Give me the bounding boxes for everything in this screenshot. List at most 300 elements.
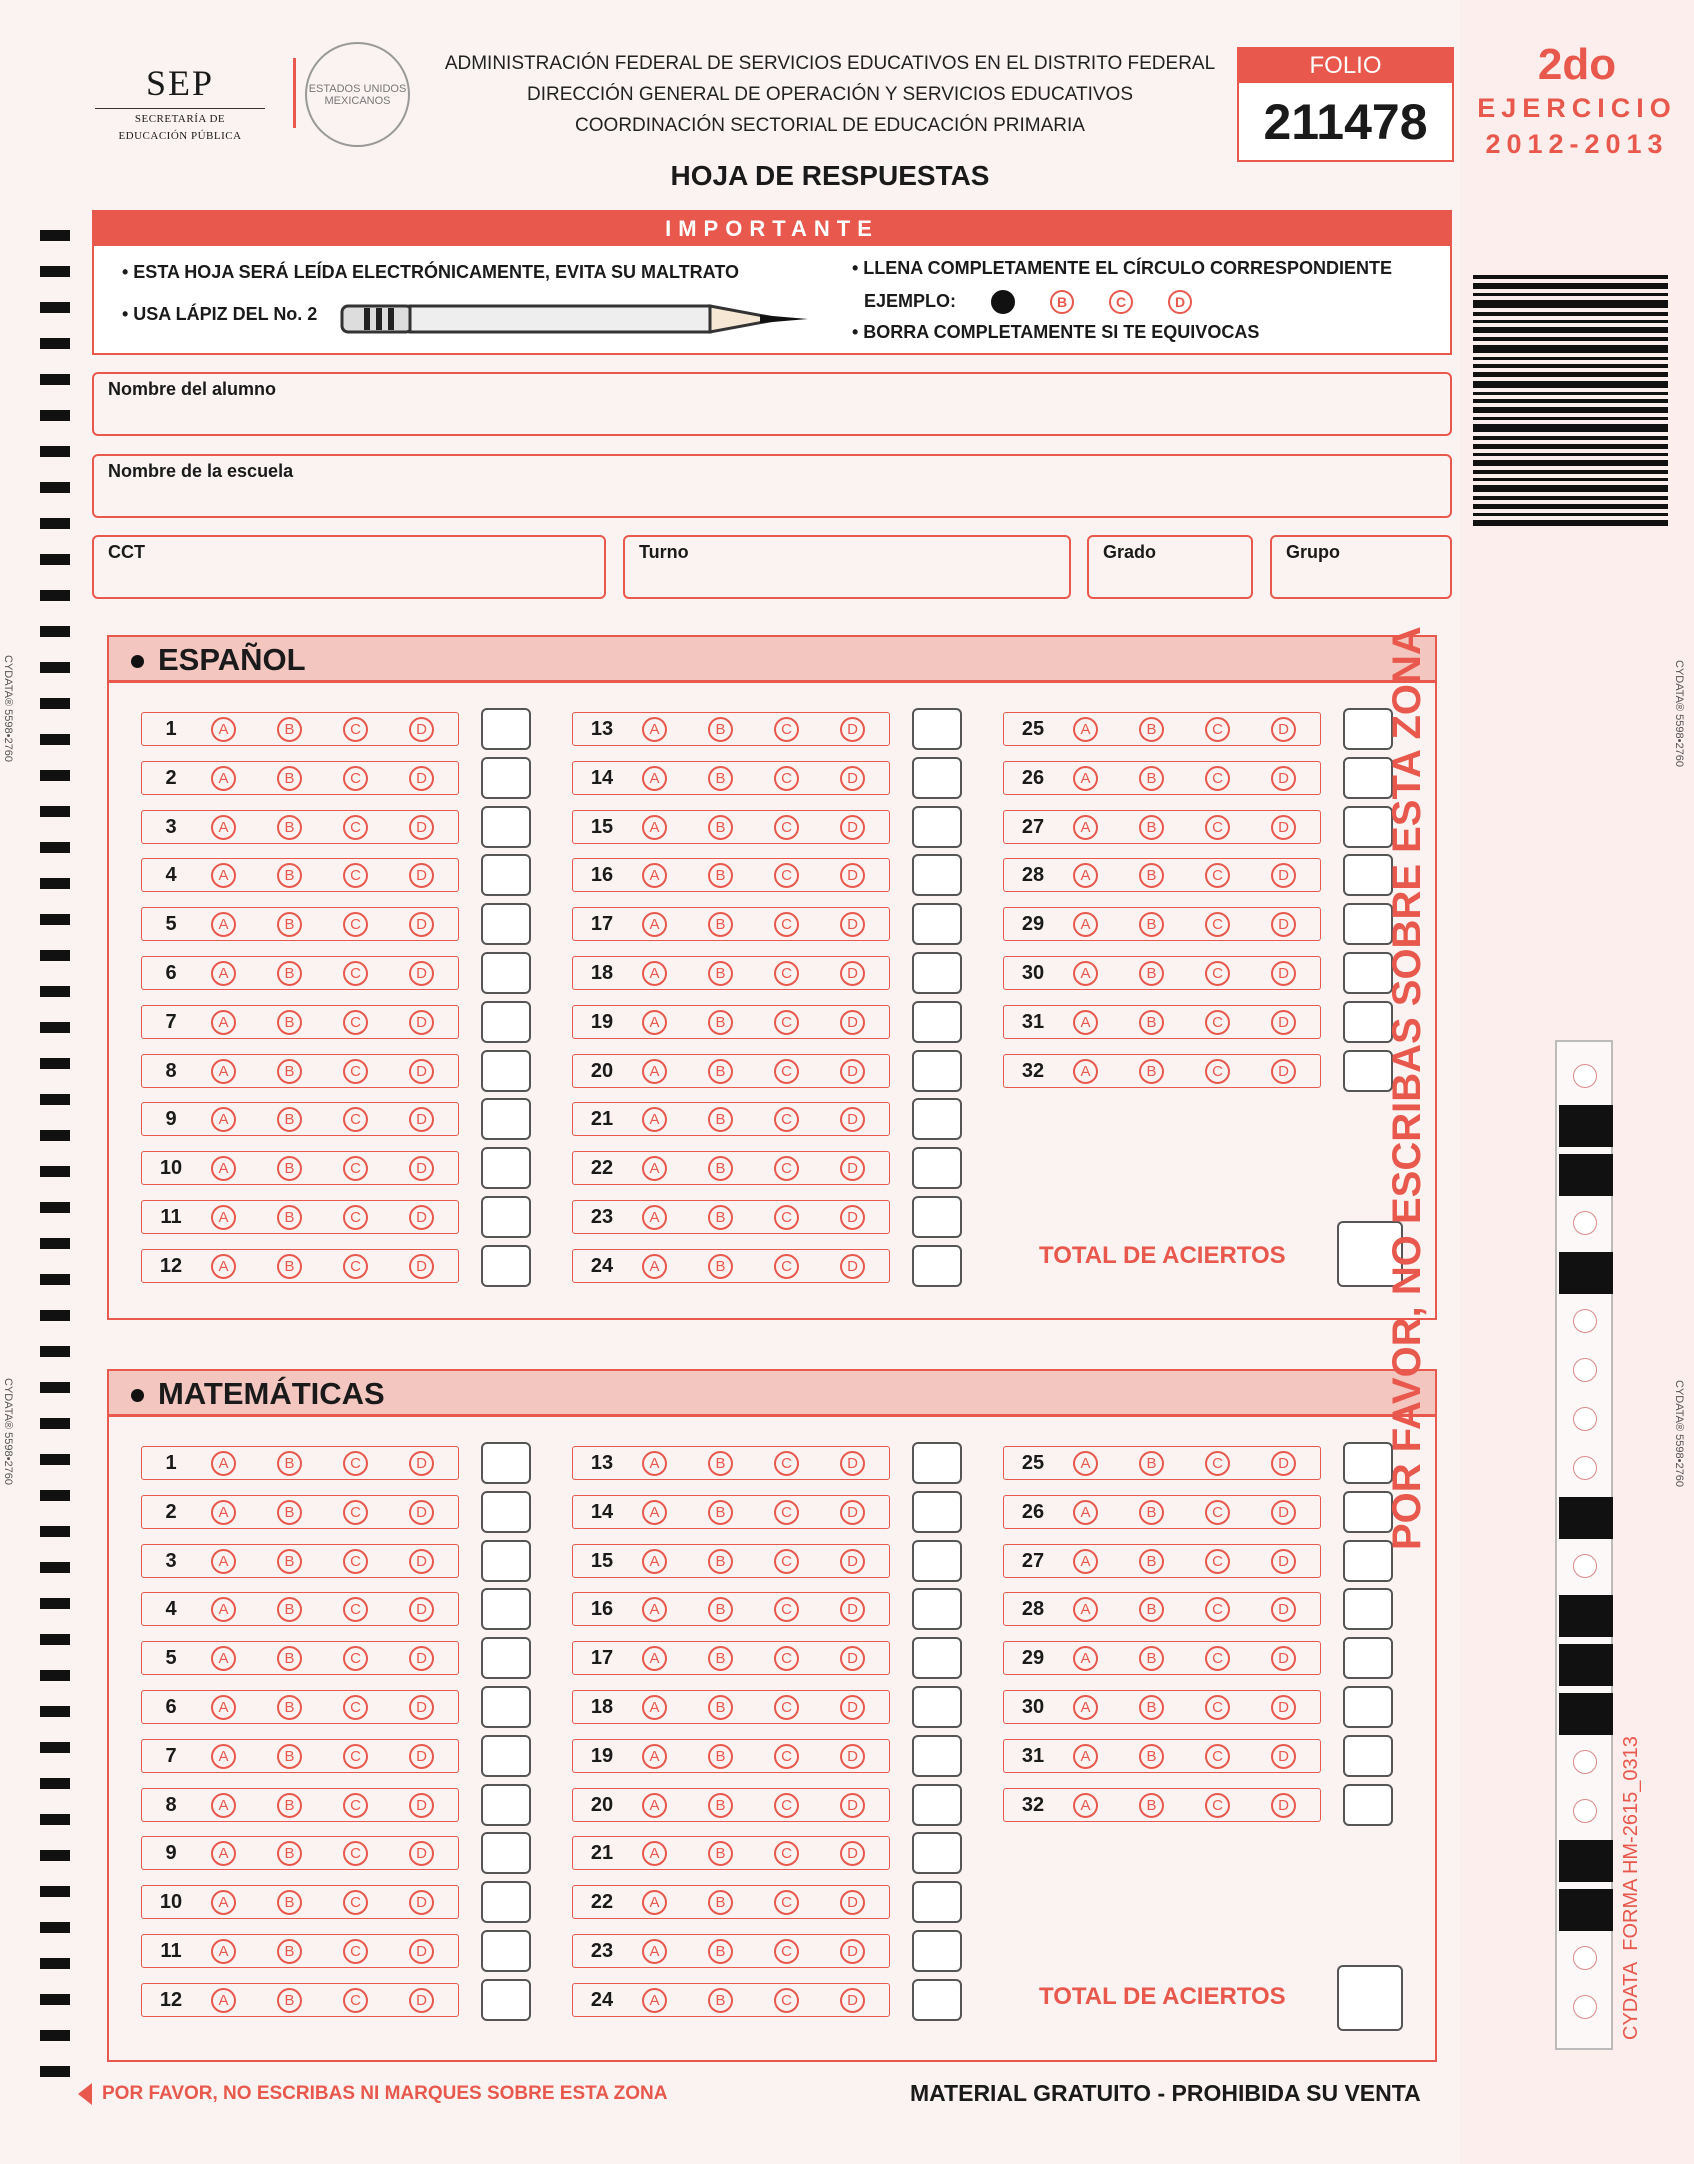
score-box[interactable] [912,952,962,994]
answer-bubble-c[interactable]: C [343,1059,368,1084]
answer-bubble-d[interactable]: D [1271,1646,1296,1671]
score-box[interactable] [481,1832,531,1874]
answer-bubble-d[interactable]: D [840,1841,865,1866]
answer-bubble-d[interactable]: D [840,1597,865,1622]
answer-bubble-b[interactable]: B [1139,717,1164,742]
answer-bubble-c[interactable]: C [1205,1793,1230,1818]
answer-bubble-c[interactable]: C [343,1500,368,1525]
answer-bubble-d[interactable]: D [840,1107,865,1132]
score-box[interactable] [481,1930,531,1972]
answer-bubble-a[interactable]: A [642,1744,667,1769]
answer-bubble-d[interactable]: D [409,1744,434,1769]
answer-bubble-d[interactable]: D [1271,1793,1296,1818]
answer-bubble-b[interactable]: B [277,1646,302,1671]
answer-bubble-b[interactable]: B [708,1597,733,1622]
answer-bubble-a[interactable]: A [642,815,667,840]
grado-field[interactable] [1087,535,1253,599]
answer-bubble-a[interactable]: A [211,1890,236,1915]
answer-bubble-c[interactable]: C [343,961,368,986]
answer-bubble-c[interactable]: C [343,1205,368,1230]
answer-bubble-c[interactable]: C [774,1010,799,1035]
answer-bubble-a[interactable]: A [211,961,236,986]
answer-bubble-b[interactable]: B [1139,815,1164,840]
answer-bubble-c[interactable]: C [774,1254,799,1279]
answer-bubble-a[interactable]: A [211,1597,236,1622]
answer-bubble-c[interactable]: C [1205,1010,1230,1035]
answer-bubble-b[interactable]: B [1139,1010,1164,1035]
answer-bubble-b[interactable]: B [1139,1451,1164,1476]
grupo-field[interactable] [1270,535,1452,599]
answer-bubble-d[interactable]: D [409,1890,434,1915]
score-box[interactable] [912,806,962,848]
answer-bubble-a[interactable]: A [642,717,667,742]
answer-bubble-c[interactable]: C [343,1890,368,1915]
answer-bubble-a[interactable]: A [1073,1646,1098,1671]
answer-bubble-d[interactable]: D [409,1010,434,1035]
answer-bubble-b[interactable]: B [708,1841,733,1866]
answer-bubble-d[interactable]: D [409,912,434,937]
answer-bubble-b[interactable]: B [277,815,302,840]
score-box[interactable] [1343,1784,1393,1826]
answer-bubble-b[interactable]: B [708,961,733,986]
score-box[interactable] [912,1098,962,1140]
answer-bubble-b[interactable]: B [277,1059,302,1084]
answer-bubble-c[interactable]: C [774,1500,799,1525]
answer-bubble-c[interactable]: C [1205,1597,1230,1622]
answer-bubble-b[interactable]: B [1139,863,1164,888]
answer-bubble-a[interactable]: A [1073,1451,1098,1476]
answer-bubble-d[interactable]: D [1271,1059,1296,1084]
answer-bubble-c[interactable]: C [774,912,799,937]
score-box[interactable] [912,1491,962,1533]
answer-bubble-c[interactable]: C [774,1156,799,1181]
answer-bubble-a[interactable]: A [642,766,667,791]
answer-bubble-d[interactable]: D [840,1059,865,1084]
answer-bubble-a[interactable]: A [211,863,236,888]
score-box[interactable] [912,1930,962,1972]
answer-bubble-b[interactable]: B [708,1205,733,1230]
answer-bubble-d[interactable]: D [409,1841,434,1866]
score-box[interactable] [912,1442,962,1484]
answer-bubble-c[interactable]: C [343,1939,368,1964]
school-name-field[interactable] [92,454,1452,518]
answer-bubble-a[interactable]: A [1073,863,1098,888]
answer-bubble-b[interactable]: B [277,1500,302,1525]
answer-bubble-a[interactable]: A [642,961,667,986]
answer-bubble-a[interactable]: A [211,1500,236,1525]
answer-bubble-b[interactable]: B [708,1890,733,1915]
answer-bubble-d[interactable]: D [840,1205,865,1230]
answer-bubble-c[interactable]: C [343,1107,368,1132]
answer-bubble-b[interactable]: B [1139,1500,1164,1525]
answer-bubble-b[interactable]: B [277,1890,302,1915]
answer-bubble-a[interactable]: A [1073,815,1098,840]
answer-bubble-d[interactable]: D [1271,961,1296,986]
score-box[interactable] [912,1245,962,1287]
answer-bubble-c[interactable]: C [343,1549,368,1574]
answer-bubble-d[interactable]: D [840,1646,865,1671]
answer-bubble-a[interactable]: A [1073,1695,1098,1720]
answer-bubble-d[interactable]: D [409,961,434,986]
answer-bubble-a[interactable]: A [642,1841,667,1866]
answer-bubble-c[interactable]: C [774,815,799,840]
answer-bubble-c[interactable]: C [774,1744,799,1769]
answer-bubble-b[interactable]: B [277,1254,302,1279]
answer-bubble-b[interactable]: B [708,1451,733,1476]
answer-bubble-c[interactable]: C [774,1646,799,1671]
answer-bubble-c[interactable]: C [343,1841,368,1866]
answer-bubble-c[interactable]: C [774,1988,799,2013]
answer-bubble-a[interactable]: A [642,1156,667,1181]
answer-bubble-d[interactable]: D [840,863,865,888]
score-box[interactable] [912,903,962,945]
answer-bubble-b[interactable]: B [1139,1744,1164,1769]
answer-bubble-d[interactable]: D [840,1988,865,2013]
answer-bubble-a[interactable]: A [211,1841,236,1866]
answer-bubble-a[interactable]: A [642,1695,667,1720]
answer-bubble-b[interactable]: B [1139,961,1164,986]
answer-bubble-c[interactable]: C [774,1793,799,1818]
student-name-field[interactable] [92,372,1452,436]
answer-bubble-b[interactable]: B [708,1059,733,1084]
answer-bubble-a[interactable]: A [211,1107,236,1132]
score-box[interactable] [481,952,531,994]
answer-bubble-a[interactable]: A [642,1646,667,1671]
score-box[interactable] [481,1881,531,1923]
score-box[interactable] [481,1979,531,2021]
answer-bubble-b[interactable]: B [277,863,302,888]
answer-bubble-b[interactable]: B [708,1107,733,1132]
score-box[interactable] [912,1686,962,1728]
answer-bubble-a[interactable]: A [642,1890,667,1915]
answer-bubble-a[interactable]: A [1073,961,1098,986]
answer-bubble-d[interactable]: D [409,1254,434,1279]
answer-bubble-c[interactable]: C [774,1549,799,1574]
score-box[interactable] [912,708,962,750]
answer-bubble-a[interactable]: A [642,1205,667,1230]
answer-bubble-a[interactable]: A [642,1500,667,1525]
answer-bubble-c[interactable]: C [343,1744,368,1769]
answer-bubble-a[interactable]: A [642,912,667,937]
answer-bubble-b[interactable]: B [708,1744,733,1769]
answer-bubble-b[interactable]: B [1139,1793,1164,1818]
answer-bubble-c[interactable]: C [774,1890,799,1915]
answer-bubble-d[interactable]: D [1271,1500,1296,1525]
answer-bubble-a[interactable]: A [1073,1010,1098,1035]
answer-bubble-b[interactable]: B [277,1988,302,2013]
answer-bubble-b[interactable]: B [708,766,733,791]
answer-bubble-a[interactable]: A [642,1939,667,1964]
score-box[interactable] [912,1147,962,1189]
score-box[interactable] [912,757,962,799]
score-box[interactable] [481,1147,531,1189]
score-box[interactable] [912,1050,962,1092]
answer-bubble-a[interactable]: A [642,1988,667,2013]
answer-bubble-b[interactable]: B [277,1939,302,1964]
answer-bubble-d[interactable]: D [1271,1010,1296,1035]
answer-bubble-b[interactable]: B [708,815,733,840]
answer-bubble-a[interactable]: A [211,717,236,742]
answer-bubble-c[interactable]: C [1205,863,1230,888]
answer-bubble-c[interactable]: C [774,1205,799,1230]
answer-bubble-a[interactable]: A [1073,1500,1098,1525]
answer-bubble-c[interactable]: C [1205,1695,1230,1720]
score-box[interactable] [481,1686,531,1728]
answer-bubble-a[interactable]: A [642,1107,667,1132]
answer-bubble-a[interactable]: A [642,1793,667,1818]
answer-bubble-b[interactable]: B [708,1646,733,1671]
answer-bubble-d[interactable]: D [1271,863,1296,888]
answer-bubble-c[interactable]: C [343,1254,368,1279]
score-box[interactable] [481,1540,531,1582]
answer-bubble-b[interactable]: B [1139,766,1164,791]
answer-bubble-b[interactable]: B [277,766,302,791]
answer-bubble-a[interactable]: A [642,1549,667,1574]
answer-bubble-b[interactable]: B [1139,1597,1164,1622]
score-box[interactable] [912,1979,962,2021]
total-aciertos-box[interactable] [1337,1965,1403,2031]
answer-bubble-d[interactable]: D [409,815,434,840]
answer-bubble-c[interactable]: C [343,1695,368,1720]
answer-bubble-a[interactable]: A [211,1010,236,1035]
score-box[interactable] [481,1196,531,1238]
score-box[interactable] [481,1784,531,1826]
answer-bubble-c[interactable]: C [343,1646,368,1671]
answer-bubble-a[interactable]: A [1073,1059,1098,1084]
answer-bubble-d[interactable]: D [1271,766,1296,791]
answer-bubble-d[interactable]: D [409,1107,434,1132]
answer-bubble-d[interactable]: D [409,1205,434,1230]
answer-bubble-d[interactable]: D [840,1890,865,1915]
score-box[interactable] [912,1637,962,1679]
score-box[interactable] [481,708,531,750]
answer-bubble-d[interactable]: D [409,1695,434,1720]
answer-bubble-d[interactable]: D [409,1597,434,1622]
answer-bubble-d[interactable]: D [1271,717,1296,742]
answer-bubble-b[interactable]: B [708,1695,733,1720]
answer-bubble-d[interactable]: D [1271,1451,1296,1476]
answer-bubble-b[interactable]: B [277,717,302,742]
answer-bubble-c[interactable]: C [343,1451,368,1476]
answer-bubble-d[interactable]: D [409,1059,434,1084]
score-box[interactable] [912,1881,962,1923]
answer-bubble-a[interactable]: A [1073,1744,1098,1769]
answer-bubble-c[interactable]: C [774,1841,799,1866]
answer-bubble-c[interactable]: C [1205,1549,1230,1574]
score-box[interactable] [1343,1735,1393,1777]
score-box[interactable] [481,806,531,848]
answer-bubble-c[interactable]: C [774,766,799,791]
answer-bubble-a[interactable]: A [211,1988,236,2013]
answer-bubble-b[interactable]: B [1139,1646,1164,1671]
answer-bubble-b[interactable]: B [1139,1695,1164,1720]
answer-bubble-a[interactable]: A [211,1793,236,1818]
answer-bubble-d[interactable]: D [409,863,434,888]
answer-bubble-d[interactable]: D [409,1549,434,1574]
answer-bubble-c[interactable]: C [343,1597,368,1622]
answer-bubble-d[interactable]: D [1271,1695,1296,1720]
score-box[interactable] [912,1784,962,1826]
answer-bubble-d[interactable]: D [840,717,865,742]
answer-bubble-b[interactable]: B [1139,1549,1164,1574]
score-box[interactable] [481,903,531,945]
answer-bubble-b[interactable]: B [708,1988,733,2013]
answer-bubble-a[interactable]: A [211,1549,236,1574]
answer-bubble-b[interactable]: B [277,912,302,937]
answer-bubble-a[interactable]: A [211,766,236,791]
answer-bubble-a[interactable]: A [642,1254,667,1279]
answer-bubble-d[interactable]: D [840,815,865,840]
answer-bubble-b[interactable]: B [708,1793,733,1818]
answer-bubble-a[interactable]: A [211,1939,236,1964]
answer-bubble-c[interactable]: C [1205,961,1230,986]
score-box[interactable] [481,1245,531,1287]
answer-bubble-c[interactable]: C [343,1156,368,1181]
answer-bubble-b[interactable]: B [708,1939,733,1964]
answer-bubble-a[interactable]: A [642,1059,667,1084]
answer-bubble-c[interactable]: C [343,815,368,840]
answer-bubble-b[interactable]: B [277,1549,302,1574]
answer-bubble-d[interactable]: D [840,1744,865,1769]
answer-bubble-a[interactable]: A [211,1646,236,1671]
answer-bubble-c[interactable]: C [1205,1500,1230,1525]
answer-bubble-c[interactable]: C [1205,766,1230,791]
answer-bubble-b[interactable]: B [708,1500,733,1525]
answer-bubble-c[interactable]: C [1205,1646,1230,1671]
answer-bubble-d[interactable]: D [409,766,434,791]
answer-bubble-c[interactable]: C [1205,1451,1230,1476]
answer-bubble-d[interactable]: D [840,1451,865,1476]
answer-bubble-c[interactable]: C [774,1451,799,1476]
answer-bubble-a[interactable]: A [211,1451,236,1476]
answer-bubble-d[interactable]: D [840,961,865,986]
answer-bubble-b[interactable]: B [277,961,302,986]
answer-bubble-d[interactable]: D [840,1254,865,1279]
answer-bubble-d[interactable]: D [1271,815,1296,840]
answer-bubble-b[interactable]: B [708,1156,733,1181]
answer-bubble-d[interactable]: D [1271,1549,1296,1574]
answer-bubble-a[interactable]: A [211,912,236,937]
answer-bubble-d[interactable]: D [840,1939,865,1964]
answer-bubble-a[interactable]: A [211,1205,236,1230]
answer-bubble-a[interactable]: A [211,815,236,840]
score-box[interactable] [481,1491,531,1533]
answer-bubble-d[interactable]: D [840,1793,865,1818]
answer-bubble-b[interactable]: B [277,1156,302,1181]
answer-bubble-d[interactable]: D [409,1646,434,1671]
score-box[interactable] [912,1832,962,1874]
answer-bubble-c[interactable]: C [1205,1059,1230,1084]
answer-bubble-c[interactable]: C [343,766,368,791]
answer-bubble-c[interactable]: C [343,863,368,888]
answer-bubble-c[interactable]: C [343,1793,368,1818]
answer-bubble-b[interactable]: B [277,1107,302,1132]
answer-bubble-c[interactable]: C [774,717,799,742]
answer-bubble-c[interactable]: C [774,1107,799,1132]
answer-bubble-b[interactable]: B [708,1549,733,1574]
answer-bubble-c[interactable]: C [1205,1744,1230,1769]
answer-bubble-c[interactable]: C [1205,717,1230,742]
answer-bubble-d[interactable]: D [840,1500,865,1525]
answer-bubble-d[interactable]: D [409,1451,434,1476]
answer-bubble-a[interactable]: A [1073,1549,1098,1574]
answer-bubble-d[interactable]: D [409,1793,434,1818]
answer-bubble-a[interactable]: A [211,1254,236,1279]
answer-bubble-b[interactable]: B [277,1205,302,1230]
answer-bubble-c[interactable]: C [343,1010,368,1035]
answer-bubble-a[interactable]: A [1073,766,1098,791]
answer-bubble-b[interactable]: B [708,863,733,888]
answer-bubble-c[interactable]: C [343,912,368,937]
answer-bubble-b[interactable]: B [1139,1059,1164,1084]
score-box[interactable] [481,1735,531,1777]
answer-bubble-d[interactable]: D [840,766,865,791]
score-box[interactable] [1343,1637,1393,1679]
score-box[interactable] [912,1735,962,1777]
answer-bubble-d[interactable]: D [840,1010,865,1035]
answer-bubble-a[interactable]: A [211,1059,236,1084]
answer-bubble-c[interactable]: C [774,1059,799,1084]
answer-bubble-d[interactable]: D [409,1500,434,1525]
score-box[interactable] [481,854,531,896]
score-box[interactable] [481,757,531,799]
answer-bubble-d[interactable]: D [840,1549,865,1574]
answer-bubble-c[interactable]: C [343,717,368,742]
answer-bubble-d[interactable]: D [409,1939,434,1964]
score-box[interactable] [912,854,962,896]
answer-bubble-c[interactable]: C [774,863,799,888]
answer-bubble-a[interactable]: A [642,1010,667,1035]
answer-bubble-b[interactable]: B [277,1451,302,1476]
answer-bubble-b[interactable]: B [1139,912,1164,937]
score-box[interactable] [1343,1588,1393,1630]
answer-bubble-c[interactable]: C [343,1988,368,2013]
answer-bubble-c[interactable]: C [774,1939,799,1964]
answer-bubble-b[interactable]: B [277,1744,302,1769]
score-box[interactable] [912,1001,962,1043]
answer-bubble-d[interactable]: D [840,1156,865,1181]
answer-bubble-b[interactable]: B [277,1695,302,1720]
answer-bubble-b[interactable]: B [277,1841,302,1866]
answer-bubble-d[interactable]: D [409,1156,434,1181]
answer-bubble-a[interactable]: A [1073,912,1098,937]
answer-bubble-b[interactable]: B [708,1010,733,1035]
answer-bubble-c[interactable]: C [774,1695,799,1720]
score-box[interactable] [481,1001,531,1043]
answer-bubble-d[interactable]: D [1271,912,1296,937]
cct-field[interactable] [92,535,606,599]
answer-bubble-d[interactable]: D [409,1988,434,2013]
answer-bubble-a[interactable]: A [211,1744,236,1769]
answer-bubble-c[interactable]: C [1205,815,1230,840]
answer-bubble-d[interactable]: D [1271,1597,1296,1622]
score-box[interactable] [481,1442,531,1484]
score-box[interactable] [1343,1686,1393,1728]
answer-bubble-b[interactable]: B [708,912,733,937]
answer-bubble-c[interactable]: C [774,961,799,986]
answer-bubble-a[interactable]: A [642,863,667,888]
answer-bubble-a[interactable]: A [1073,1793,1098,1818]
answer-bubble-a[interactable]: A [211,1695,236,1720]
answer-bubble-a[interactable]: A [642,1451,667,1476]
answer-bubble-d[interactable]: D [409,717,434,742]
answer-bubble-c[interactable]: C [1205,912,1230,937]
turno-field[interactable] [623,535,1071,599]
score-box[interactable] [912,1540,962,1582]
answer-bubble-c[interactable]: C [774,1597,799,1622]
score-box[interactable] [481,1637,531,1679]
answer-bubble-d[interactable]: D [1271,1744,1296,1769]
